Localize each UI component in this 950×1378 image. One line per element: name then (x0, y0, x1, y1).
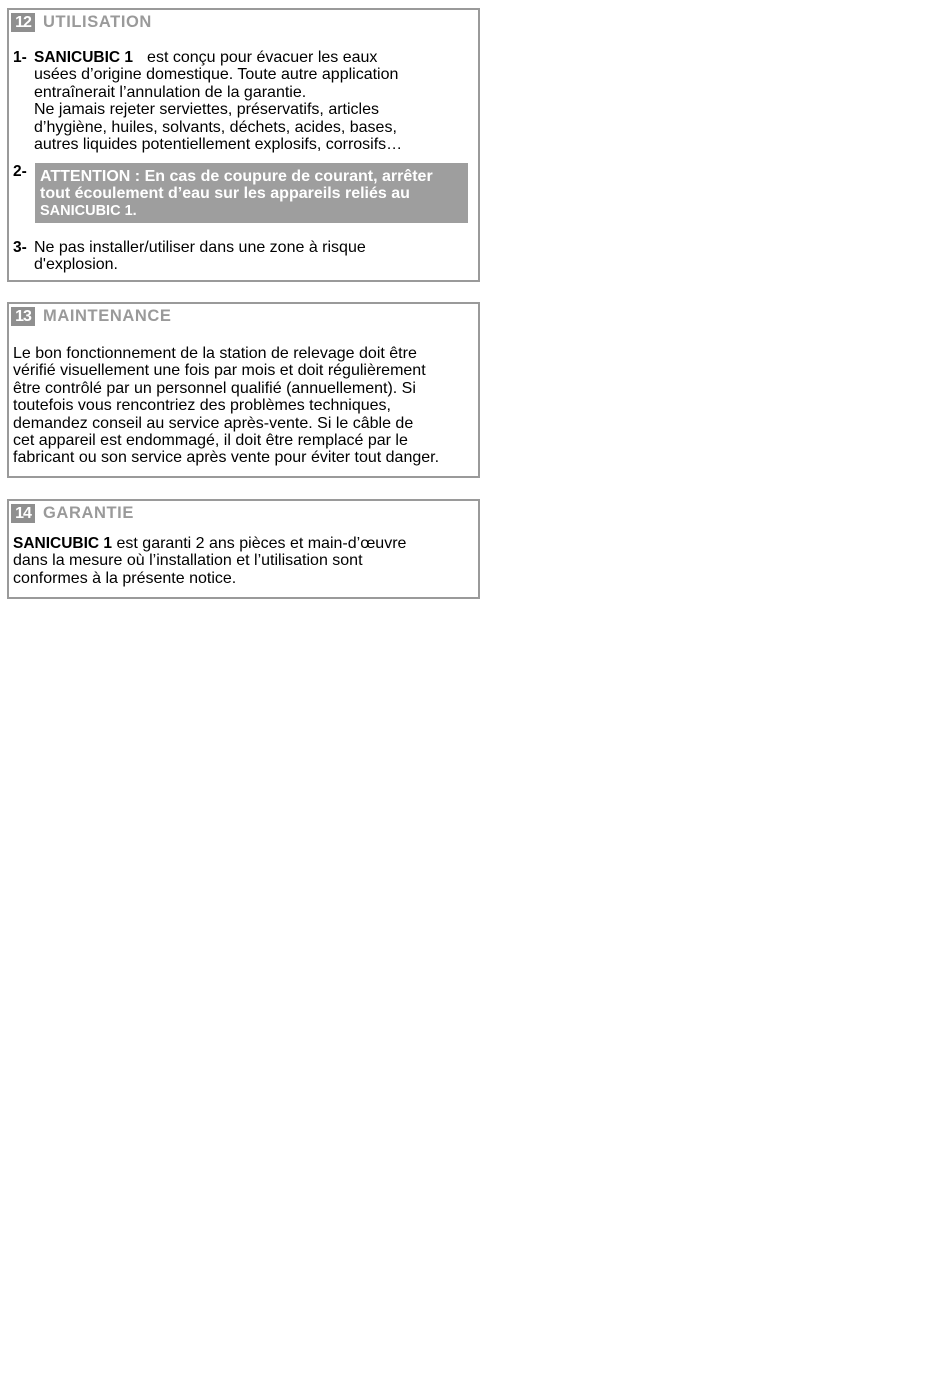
section-header (11, 503, 134, 523)
warning-callout (35, 163, 468, 223)
item-line: Ne pas installer/utiliser dans une zone à risque (34, 239, 366, 256)
list-item-2 (13, 163, 474, 223)
item-line: d'explosion. (34, 256, 118, 274)
item-line: d’hygiène, huiles, solvants, déchets, acides, bases, (34, 118, 397, 136)
paragraph-line: dans la mesure où l’installation et l’utilisation sont (13, 552, 363, 570)
section-garantie (7, 499, 480, 599)
item-number: 3- (13, 239, 27, 256)
section-utilisation (7, 8, 480, 282)
paragraph-line (13, 535, 474, 552)
paragraph-line: conformes à la présente notice. (13, 569, 237, 587)
paragraph-line: Le bon fonctionnement de la station de relevage doit être (13, 345, 417, 362)
paragraph-text: est garanti 2 ans pièces et main-d’œuvre (116, 535, 407, 552)
item-line: usées d’origine domestique. Toute autre application (34, 66, 399, 84)
garantie-paragraph (13, 535, 474, 587)
item-number: 2- (13, 163, 27, 180)
paragraph-line: toutefois vous rencontriez des problèmes techniques, (13, 397, 391, 415)
maintenance-paragraph (13, 345, 474, 467)
item-line (34, 49, 474, 66)
paragraph-line: fabricant ou son service après vente pour éviter tout danger. (13, 449, 440, 467)
section-number-badge: 14 (11, 504, 35, 523)
section-title: MAINTENANCE (43, 306, 172, 325)
item-body (34, 49, 474, 153)
list-item-3 (13, 239, 474, 274)
section-maintenance (7, 302, 480, 478)
item-number: 1- (13, 49, 27, 66)
warning-line: tout écoulement d’eau sur les appareils reliés au (40, 185, 410, 203)
item-line: autres liquides potentiellement explosifs, corrosifs… (34, 136, 403, 154)
paragraph-line: vérifié visuellement une fois par mois et doit régulièrement (13, 362, 426, 380)
section-header (11, 306, 172, 326)
section-title: GARANTIE (43, 503, 134, 522)
section-number-badge: 12 (11, 13, 35, 32)
list-item-1 (13, 49, 474, 153)
item-body (34, 239, 474, 274)
item-line: entraînerait l’annulation de la garantie. (34, 83, 307, 101)
item-text: est conçu pour évacuer les eaux (147, 49, 378, 66)
section-title: UTILISATION (43, 12, 152, 31)
section-number-badge: 13 (11, 307, 35, 326)
paragraph-line: cet appareil est endommagé, il doit être remplacé par le (13, 432, 408, 450)
brand-name: SANICUBIC 1 (13, 535, 113, 552)
warning-line: ATTENTION : En cas de coupure de courant, arrêter (40, 168, 433, 185)
section-header (11, 12, 152, 32)
brand-name: SANICUBIC 1 (34, 49, 134, 66)
warning-line: SANICUBIC 1. (40, 202, 137, 219)
paragraph-line: demandez conseil au service après-vente. Si le câble de (13, 414, 414, 432)
paragraph-line: être contrôlé par un personnel qualifié (annuellement). Si (13, 379, 416, 397)
item-line: Ne jamais rejeter serviettes, préservatifs, articles (34, 101, 379, 119)
